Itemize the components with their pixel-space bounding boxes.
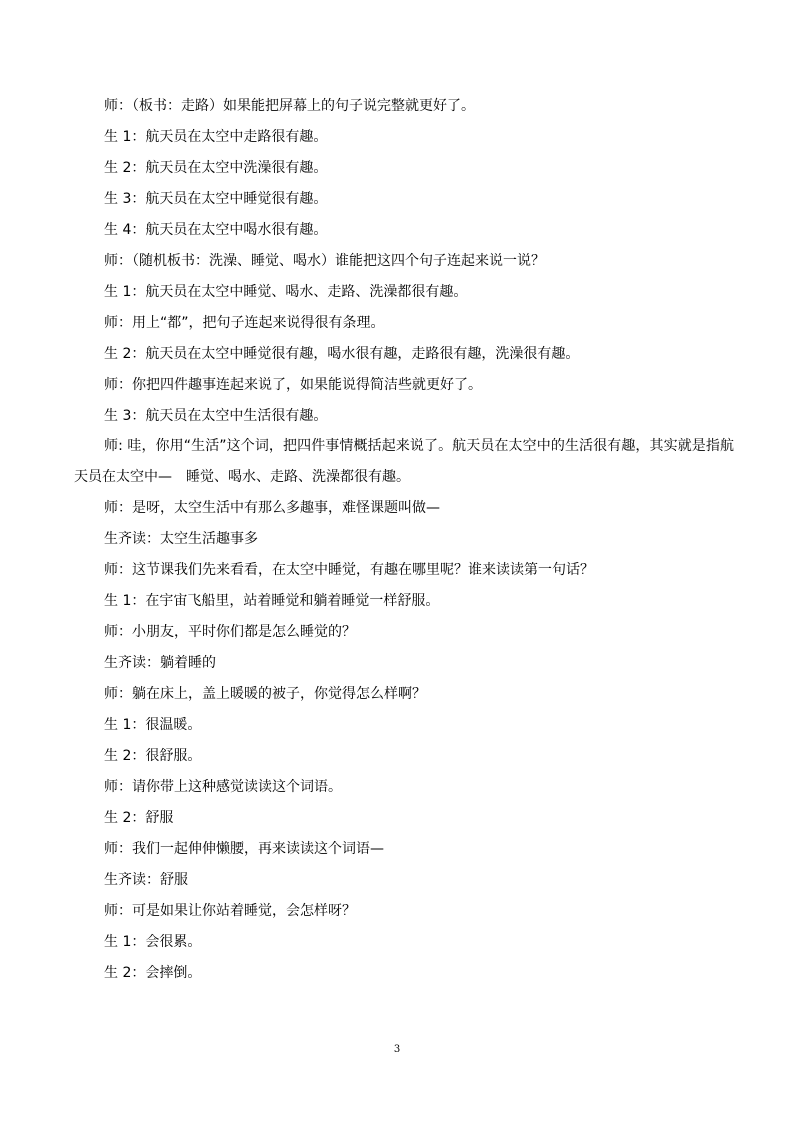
transcript-line: 生 4：航天员在太空中喝水很有趣。 <box>104 222 328 238</box>
transcript-line: 生 1：会很累。 <box>104 934 202 950</box>
transcript-line: 生齐读：躺着睡的 <box>104 655 216 671</box>
transcript-line: 生 3：航天员在太空中生活很有趣。 <box>104 408 328 424</box>
page-number: 3 <box>393 1044 401 1055</box>
transcript-line: 师：用上“都”，把句子连起来说得很有条理。 <box>104 315 385 331</box>
transcript-line: 生 1：航天员在太空中睡觉、喝水、走路、洗澡都很有趣。 <box>104 284 468 300</box>
transcript-line: 师：我们一起伸伸懒腰，再来读读这个词语— <box>104 841 384 857</box>
transcript-paragraph: 师: 哇，你用“生活”这个词，把四件事情概括起来说了。航天员在太空中的生活很有趣，其实就是指航天员在太空中— 睡觉、喝水、走路、洗澡都很有趣。 <box>74 438 734 485</box>
transcript-line: 生 2：航天员在太空中睡觉很有趣，喝水很有趣，走路很有趣，洗澡很有趣。 <box>104 346 580 362</box>
transcript-line: 生 1：在宇宙飞船里，站着睡觉和躺着睡觉一样舒服。 <box>104 593 440 609</box>
transcript-line: 师：躺在床上，盖上暖暖的被子，你觉得怎么样啊？ <box>104 686 426 702</box>
transcript-line: 生 2：很舒服。 <box>104 748 202 764</box>
transcript-line: 生 1：航天员在太空中走路很有趣。 <box>104 129 328 145</box>
transcript-line: 生 1：很温暖。 <box>104 717 202 733</box>
transcript-line: 师：可是如果让你站着睡觉，会怎样呀？ <box>104 903 356 919</box>
transcript-line: 师：请你带上这种感觉读读这个词语。 <box>104 779 342 795</box>
transcript-line: 生齐读：舒服 <box>104 872 188 888</box>
transcript-body <box>74 98 734 996</box>
transcript-line: 生 2：会摔倒。 <box>104 965 202 981</box>
transcript-line: 师：你把四件趣事连起来说了，如果能说得简洁些就更好了。 <box>104 377 482 393</box>
transcript-line: 师：是呀，太空生活中有那么多趣事，难怪课题叫做— <box>104 500 440 516</box>
transcript-line: 师：小朋友，平时你们都是怎么睡觉的？ <box>104 624 356 640</box>
transcript-line: 生 2：舒服 <box>104 810 174 826</box>
transcript-line: 师：这节课我们先来看看，在太空中睡觉，有趣在哪里呢？谁来读读第一句话？ <box>104 562 594 578</box>
transcript-line: 师：（随机板书：洗澡、睡觉、喝水）谁能把这四个句子连起来说一说？ <box>104 253 545 269</box>
transcript-line: 师：（板书：走路）如果能把屏幕上的句子说完整就更好了。 <box>104 98 475 114</box>
transcript-line: 生 2：航天员在太空中洗澡很有趣。 <box>104 160 328 176</box>
transcript-line: 生齐读：太空生活趣事多 <box>104 531 258 547</box>
transcript-line: 生 3：航天员在太空中睡觉很有趣。 <box>104 191 328 207</box>
